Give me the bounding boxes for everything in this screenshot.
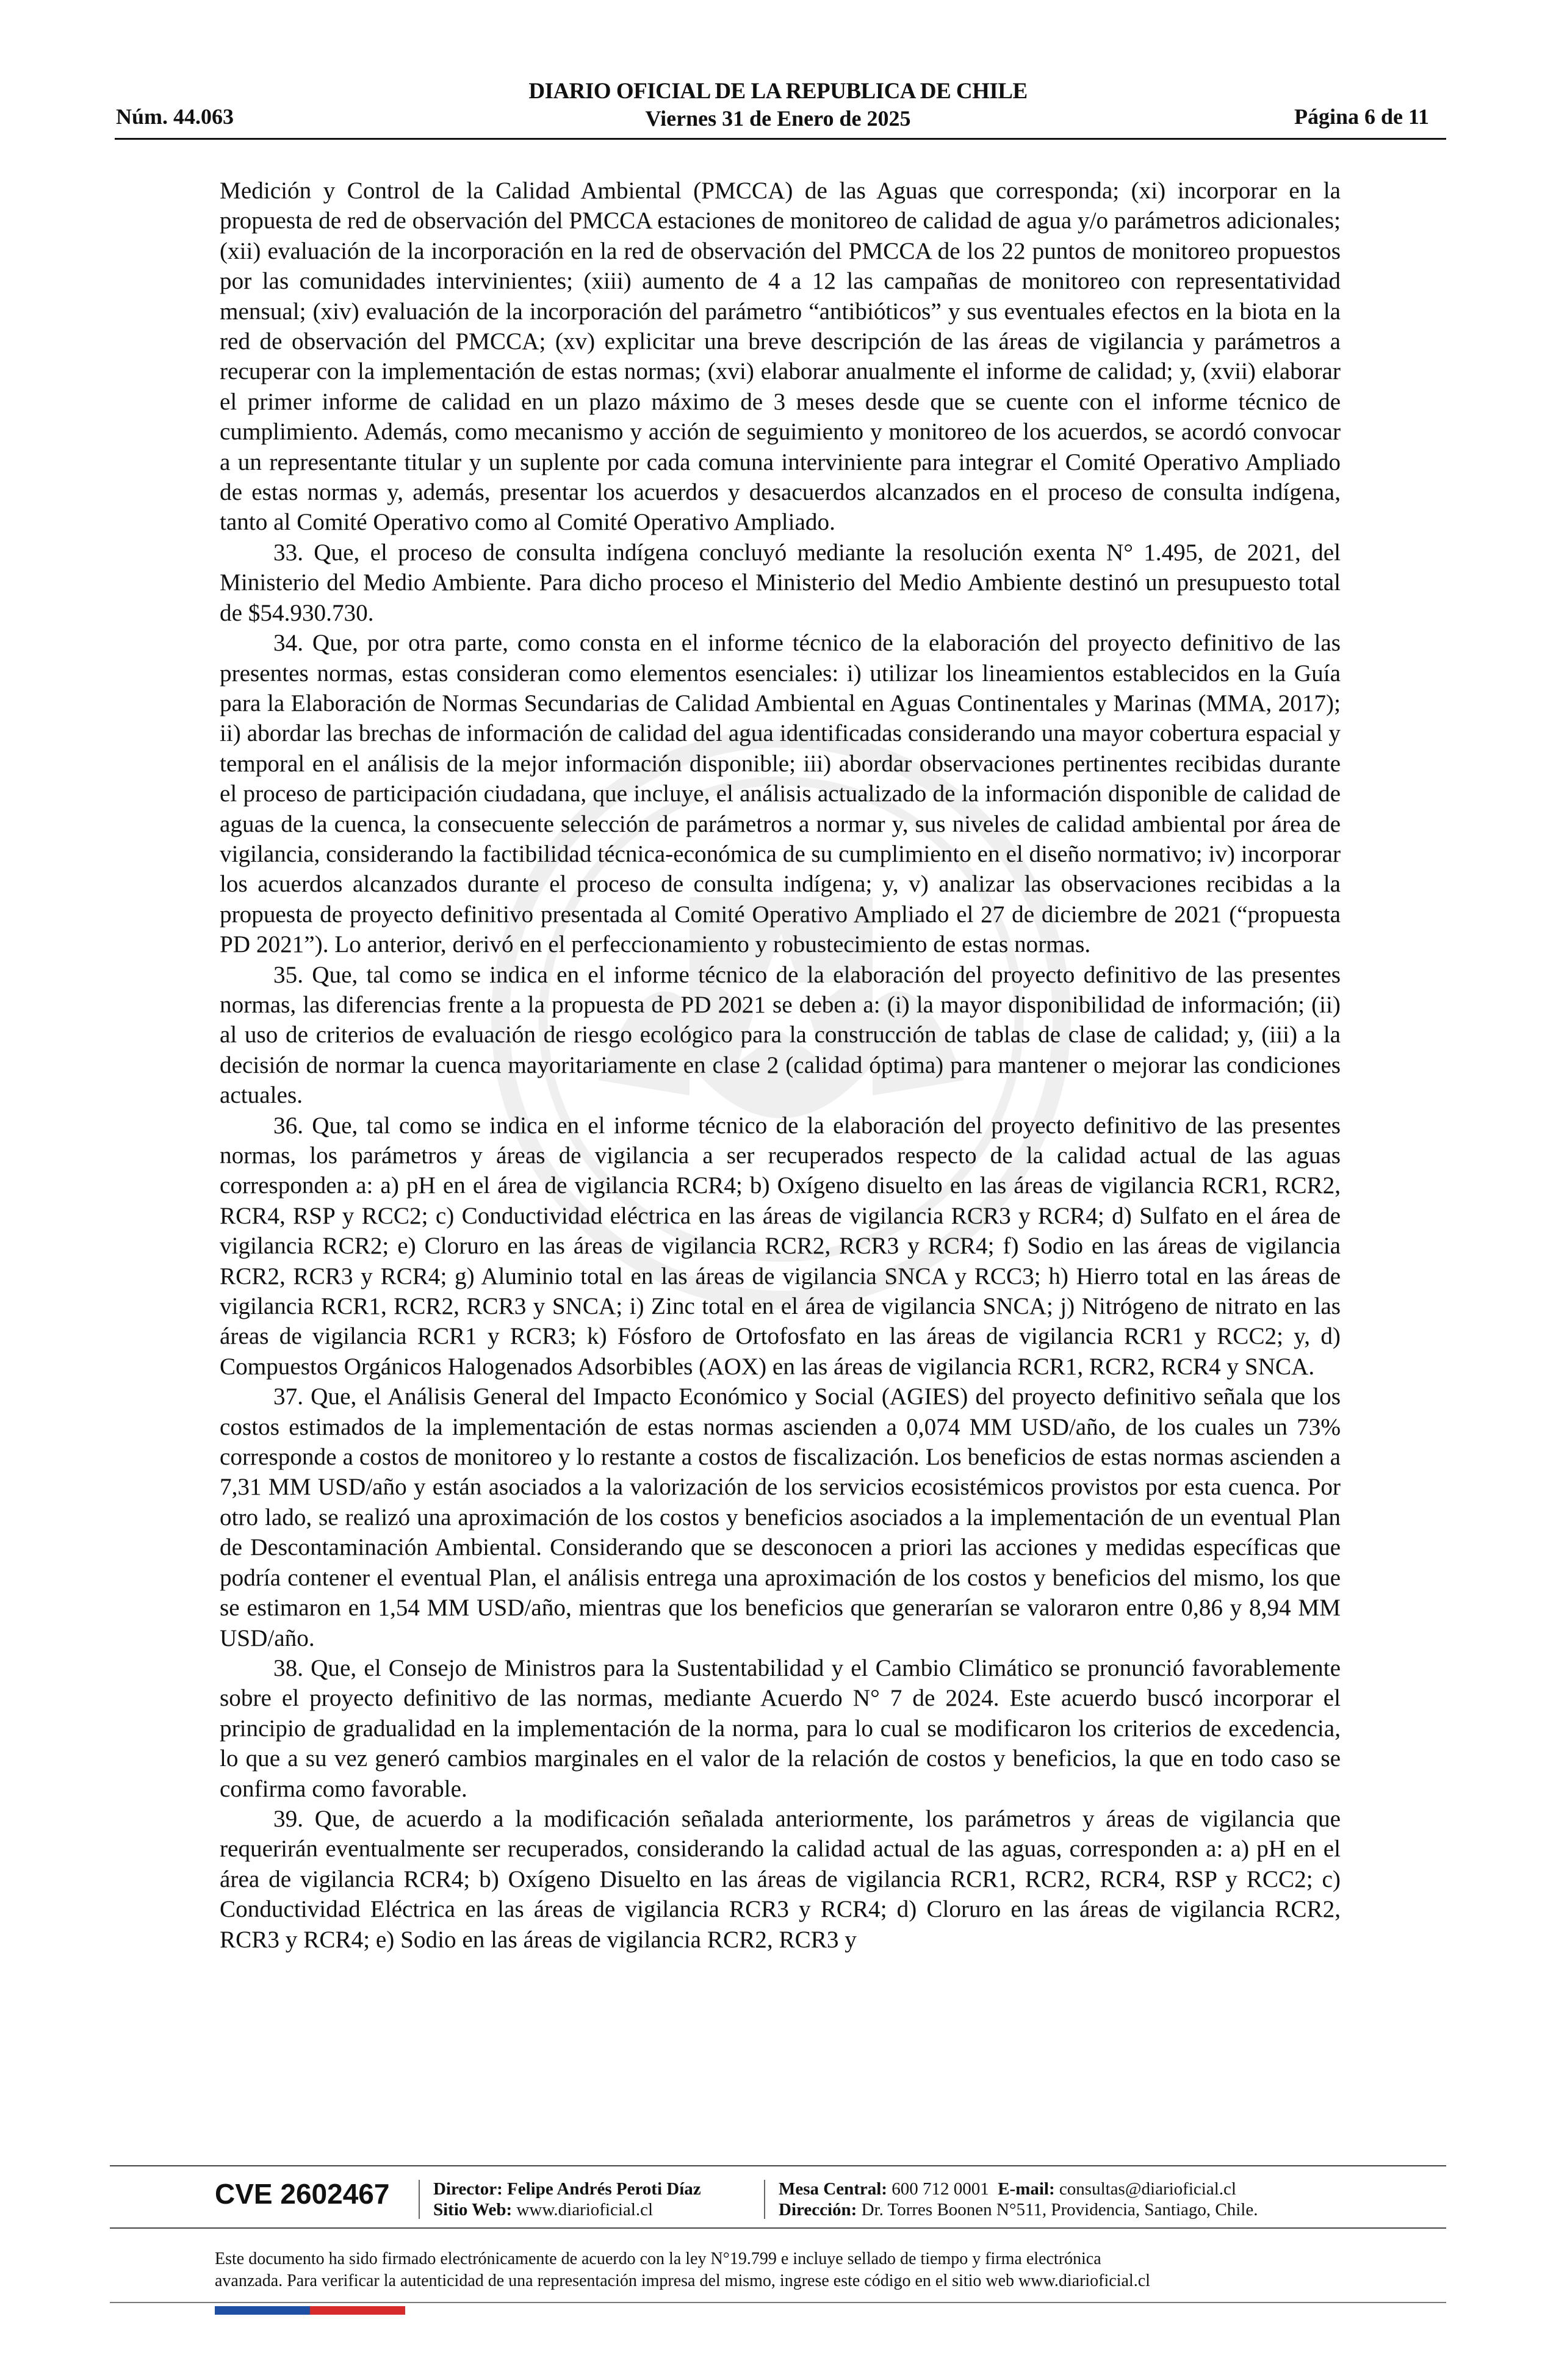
article-body [220, 176, 1341, 1955]
phone-label: Mesa Central: [779, 2179, 887, 2199]
flag-color-bar [215, 2306, 405, 2315]
footer-separator [419, 2180, 420, 2219]
paragraph-37: 37. Que, el Análisis General del Impacto Económico y Social (AGIES) del proyecto definitivo señala que los costos estimados de la implementación de estas normas ascienden a 0,074 MM USD/año, de los cuales un 73% corresponde a costos de monitoreo y lo restante a costos de fiscalización. Los beneficios de estas normas ascienden a 7,31 MM USD/año y están asociados a la valorización de los servicios ecosistémicos provistos por esta cuenca. Por otro lado, se realizó una aproximación de los costos y beneficios asociados a la implementación de un eventual Plan de Descontaminación Ambiental. Considerando que se desconocen a priori las acciones y medidas específicas que podría contener el eventual Plan, el análisis entrega una aproximación de los costos y beneficios del mismo, los que se estimaron en 1,54 MM USD/año, mientras que los beneficios que generarían se valoraron entre 0,86 y 8,94 MM USD/año. [220, 1383, 1341, 1651]
paragraph-39: 39. Que, de acuerdo a la modificación señalada anteriormente, los parámetros y áreas de vigilancia que requerirán eventualmente ser recuperados, considerando la calidad actual de las aguas, corresponden a: a) pH en el área de vigilancia RCR4; b) Oxígeno Disuelto en las áreas de vigilancia RCR1, RCR2, RCR4, RSP y RCC2; c) Conductividad Eléctrica en las áreas de vigilancia RCR3 y RCR4; d) Cloruro en las áreas de vigilancia RCR2, RCR3 y RCR4; e) Sodio en las áreas de vigilancia RCR2, RCR3 y [220, 1805, 1341, 1953]
paragraph-34: 34. Que, por otra parte, como consta en el informe técnico de la elaboración del proyecto definitivo de las presentes normas, estas consideran como elementos esenciales: i) utilizar los lineamientos establecidos en la Guía para la Elaboración de Normas Secundarias de Calidad Ambiental en Aguas Continentales y Marinas (MMA, 2017); ii) abordar las brechas de información de calidad del agua identificadas considerando una mayor cobertura espacial y temporal en el análisis de la mejor información disponible; iii) abordar observaciones pertinentes recibidas durante el proceso de participación ciudadana, que incluye, el análisis actualizado de la información disponible de calidad de aguas de la cuenca, la consecuente selección de parámetros a normar y, sus niveles de calidad ambiental por área de vigilancia, considerando la factibilidad técnica-económica de su cumplimiento en el diseño normativo; iv) incorporar los acuerdos alcanzados durante el proceso de consulta indígena; y, v) analizar las observaciones recibidas a la propuesta de proyecto definitivo presentada al Comité Operativo Ampliado el 27 de diciembre de 2021 (“propuesta PD 2021”). Lo anterior, derivó en el perfeccionamiento y robustecimiento de estas normas. [220, 630, 1341, 958]
site-label: Sitio Web: [433, 2200, 513, 2220]
footer-divider-bottom [110, 2302, 1446, 2303]
site-link[interactable]: www.diarioficial.cl [516, 2200, 654, 2220]
issue-number: Núm. 44.063 [116, 104, 234, 129]
newspaper-title: DIARIO OFICIAL DE LA REPUBLICA DE CHILE [528, 79, 1028, 104]
email-label: E-mail: [998, 2179, 1055, 2199]
director-label: Director: [433, 2179, 503, 2199]
flag-blue-segment [215, 2306, 310, 2315]
director-info [433, 2179, 701, 2220]
paragraph-38: 38. Que, el Consejo de Ministros para la Sustentabilidad y el Cambio Climático se pronunció favorablemente sobre el proyecto definitivo de las normas, mediante Acuerdo N° 7 de 2024. Este acuerdo buscó incorporar el principio de gradualidad en la implementación de la norma, para lo cual se modificaron los criterios de excedencia, lo que a su vez generó cambios marginales en el valor de la relación de costos y beneficios, la que en todo caso se confirma como favorable. [220, 1654, 1341, 1802]
legal-line-1: Este documento ha sido firmado electrónicamente de acuerdo con la ley N°19.799 e incluye sellado de tiempo y firma electrónica [215, 2249, 1101, 2268]
header-divider [115, 138, 1446, 140]
contact-info [779, 2179, 1258, 2220]
address-label: Dirección: [779, 2200, 857, 2220]
flag-red-segment [310, 2306, 405, 2315]
paragraph-continuation: Medición y Control de la Calidad Ambiental (PMCCA) de las Aguas que corresponda; (xi) incorporar en la propuesta de red de observación del PMCCA estaciones de monitoreo de calidad de agua y/o parámetros adicionales; (xii) evaluación de la incorporación en la red de observación del PMCCA de los 22 puntos de monitoreo propuestos por las comunidades intervinientes; (xiii) aumento de 4 a 12 las campañas de monitoreo con representatividad mensual; (xiv) evaluación de la incorporación del parámetro “antibióticos” y sus eventuales efectos en la biota en la red de observación del PMCCA; (xv) explicitar una breve descripción de las áreas de vigilancia y parámetros a recuperar con la implementación de estas normas; (xvi) elaborar anualmente el informe de calidad; y, (xvii) elaborar el primer informe de calidad en un plazo máximo de 3 meses desde que se cuente con el informe técnico de cumplimiento. Además, como mecanismo y acción de seguimiento y monitoreo de los acuerdos, se acordó convocar a un representante titular y un suplente por cada comuna interviniente para integrar el Comité Operativo Ampliado de estas normas y, además, presentar los acuerdos y desacuerdos alcanzados en el proceso de consulta indígena, tanto al Comité Operativo como al Comité Operativo Ampliado. [220, 178, 1341, 536]
footer-separator [764, 2180, 765, 2219]
footer-divider-middle [110, 2227, 1446, 2229]
paragraph-35: 35. Que, tal como se indica en el informe técnico de la elaboración del proyecto definitivo de las presentes normas, las diferencias frente a la propuesta de PD 2021 se deben a: (i) la mayor disponibilidad de información; (ii) al uso de criterios de evaluación de riesgo ecológico para la construcción de tablas de clase de calidad; y, (iii) a la decisión de normar la cuenca mayoritariamente en clase 2 (calidad óptima) para mantener o mejorar las condiciones actuales. [220, 961, 1341, 1109]
publication-date: Viernes 31 de Enero de 2025 [645, 106, 911, 131]
footer-divider-top [110, 2165, 1446, 2166]
legal-notice [215, 2248, 1374, 2292]
cve-code: CVE 2602467 [215, 2178, 390, 2210]
page-number: Página 6 de 11 [1294, 104, 1429, 129]
masthead [366, 78, 1190, 132]
paragraph-36: 36. Que, tal como se indica en el informe técnico de la elaboración del proyecto definitivo de las presentes normas, los parámetros y áreas de vigilancia a ser recuperados respecto de la calidad actual de las aguas corresponden a: a) pH en el área de vigilancia RCR4; b) Oxígeno disuelto en las áreas de vigilancia RCR1, RCR2, RCR4, RSP y RCC2; c) Conductividad eléctrica en las áreas de vigilancia RCR3 y RCR4; d) Sulfato en el área de vigilancia RCR2; e) Cloruro en las áreas de vigilancia RCR2, RCR3 y RCR4; f) Sodio en las áreas de vigilancia RCR2, RCR3 y RCR4; g) Aluminio total en las áreas de vigilancia SNCA y RCC3; h) Hierro total en las áreas de vigilancia RCR1, RCR2, RCR3 y SNCA; i) Zinc total en el área de vigilancia SNCA; j) Nitrógeno de nitrato en las áreas de vigilancia RCR1 y RCR3; k) Fósforo de Ortofosfato en las áreas de vigilancia RCR1 y RCC2; y, d) Compuestos Orgánicos Halogenados Adsorbibles (AOX) en las áreas de vigilancia RCR1, RCR2, RCR4 y SNCA. [220, 1112, 1341, 1380]
director-name: Felipe Andrés Peroti Díaz [507, 2179, 701, 2199]
email-link[interactable]: consultas@diarioficial.cl [1059, 2179, 1236, 2199]
paragraph-33: 33. Que, el proceso de consulta indígena concluyó mediante la resolución exenta N° 1.495, de 2021, del Ministerio del Medio Ambiente. Para dicho proceso el Ministerio del Medio Ambiente destinó un presupuesto total de $54.930.730. [220, 539, 1341, 626]
legal-line-2: avanzada. Para verificar la autenticidad de una representación impresa del mismo, ingrese este código en el sitio web www.diarioficial.cl [215, 2271, 1150, 2290]
address-value: Dr. Torres Boonen N°511, Providencia, Santiago, Chile. [861, 2200, 1258, 2220]
phone-value: 600 712 0001 [891, 2179, 989, 2199]
